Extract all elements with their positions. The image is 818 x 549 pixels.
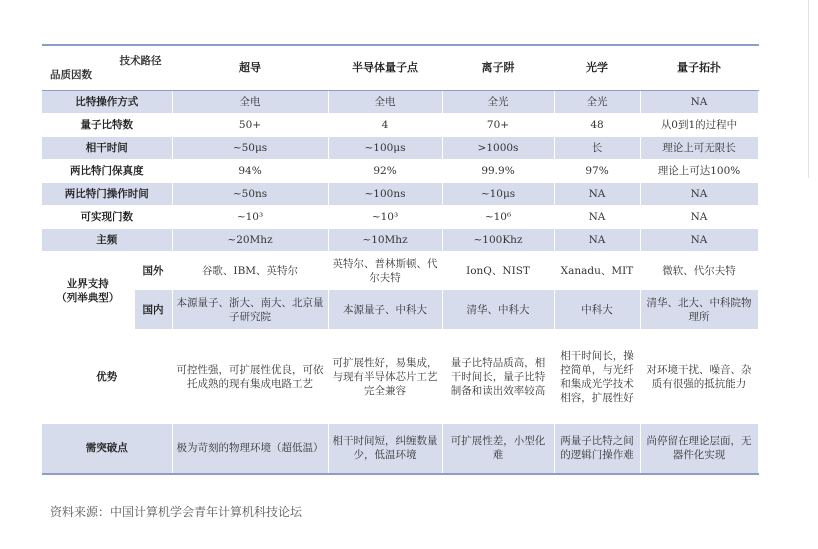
table-cell: 英特尔、普林斯顿、代尔夫特 bbox=[328, 252, 442, 290]
table-cell: 两量子比特之间的逻辑门操作难 bbox=[554, 424, 640, 474]
table-cell: 对环境干扰、噪音、杂质有很强的抵抗能力 bbox=[640, 330, 758, 424]
table-cell: ~100Khz bbox=[442, 229, 554, 252]
table-cell: ~10⁶ bbox=[442, 206, 554, 229]
table-cell: NA bbox=[554, 206, 640, 229]
table-cell: ~20Mhz bbox=[172, 229, 328, 252]
table-cell: 极为苛刻的物理环境（超低温） bbox=[172, 424, 328, 474]
column-header: 光学 bbox=[554, 45, 640, 91]
column-header: 半导体量子点 bbox=[328, 45, 442, 91]
scrollbar-track[interactable] bbox=[808, 0, 809, 178]
corner-cell bbox=[42, 45, 172, 91]
table-cell: NA bbox=[554, 183, 640, 206]
table-row bbox=[42, 137, 758, 160]
table-cell: 中科大 bbox=[554, 290, 640, 330]
table-cell: NA bbox=[554, 229, 640, 252]
table-cell: ~10μs bbox=[442, 183, 554, 206]
table-cell: 可扩展性差，小型化难 bbox=[442, 424, 554, 474]
table-cell: 相干时间长，操控简单，与光纤和集成光学技术相容，扩展性好 bbox=[554, 330, 640, 424]
table-cell: IonQ、NIST bbox=[442, 252, 554, 290]
row-label: 优势 bbox=[42, 330, 172, 424]
table-cell: >1000s bbox=[442, 137, 554, 160]
domestic-label: 国内 bbox=[134, 290, 172, 330]
table-cell: 70+ bbox=[442, 114, 554, 137]
table-cell: 微软、代尔夫特 bbox=[640, 252, 758, 290]
table-cell: NA bbox=[640, 229, 758, 252]
row-label: 量子比特数 bbox=[42, 114, 172, 137]
table-cell: 48 bbox=[554, 114, 640, 137]
quantum-tech-comparison-table bbox=[42, 44, 759, 475]
table-cell: 94% bbox=[172, 160, 328, 183]
table-cell: 本源量子、中科大 bbox=[328, 290, 442, 330]
row-label: 相干时间 bbox=[42, 137, 172, 160]
source-caption: 资料来源：中国计算机学会青年计算机科技论坛 bbox=[50, 505, 303, 519]
table-cell: 99.9% bbox=[442, 160, 554, 183]
table-cell: 4 bbox=[328, 114, 442, 137]
column-header: 量子拓扑 bbox=[640, 45, 758, 91]
foreign-label: 国外 bbox=[134, 252, 172, 290]
table-cell: 清华、中科大 bbox=[442, 290, 554, 330]
row-label: 两比特门保真度 bbox=[42, 160, 172, 183]
table-cell: 尚停留在理论层面，无器件化实现 bbox=[640, 424, 758, 474]
corner-top-label: 技术路径 bbox=[119, 55, 162, 67]
table-cell: NA bbox=[640, 206, 758, 229]
table-cell: 可扩展性好，易集成，与现有半导体芯片工艺完全兼容 bbox=[328, 330, 442, 424]
table-cell: 长 bbox=[554, 137, 640, 160]
column-header: 超导 bbox=[172, 45, 328, 91]
table-cell: ~50μs bbox=[172, 137, 328, 160]
table-row bbox=[42, 206, 758, 229]
table-cell: ~100ns bbox=[328, 183, 442, 206]
table-cell: ~100μs bbox=[328, 137, 442, 160]
table-cell: 97% bbox=[554, 160, 640, 183]
table-row bbox=[42, 160, 758, 183]
table-cell: 50+ bbox=[172, 114, 328, 137]
corner-bottom-label: 品质因数 bbox=[50, 69, 92, 81]
table-row bbox=[42, 91, 758, 114]
table-cell: 本源量子、浙大、南大、北京量子研究院 bbox=[172, 290, 328, 330]
table-cell: 相干时间短，纠缠数量少，低温环境 bbox=[328, 424, 442, 474]
row-label: 主频 bbox=[42, 229, 172, 252]
row-label: 需突破点 bbox=[42, 424, 172, 474]
column-header: 离子阱 bbox=[442, 45, 554, 91]
breakthrough-row bbox=[42, 424, 758, 474]
industry-label-line2: （列举典型） bbox=[56, 291, 120, 304]
industry-label-line1: 业界支持 bbox=[66, 277, 109, 290]
table-cell: 理论上可无限长 bbox=[640, 137, 758, 160]
row-label: 两比特门操作时间 bbox=[42, 183, 172, 206]
table-cell: 谷歌、IBM、英特尔 bbox=[172, 252, 328, 290]
table-cell: 清华、北大、中科院物理所 bbox=[640, 290, 758, 330]
table-cell: 从0到1的过程中 bbox=[640, 114, 758, 137]
advantage-row bbox=[42, 330, 758, 424]
table-cell: 全光 bbox=[554, 91, 640, 114]
table-row bbox=[42, 183, 758, 206]
table-cell: ~50ns bbox=[172, 183, 328, 206]
table-cell: NA bbox=[640, 91, 758, 114]
table-cell: 可控性强，可扩展性优良，可依托成熟的现有集成电路工艺 bbox=[172, 330, 328, 424]
table-cell: NA bbox=[640, 183, 758, 206]
header-row bbox=[42, 45, 758, 91]
comparison-table-container bbox=[42, 44, 758, 475]
table-row bbox=[42, 229, 758, 252]
table-cell: 全电 bbox=[328, 91, 442, 114]
table-cell: ~10³ bbox=[328, 206, 442, 229]
table-cell: ~10Mhz bbox=[328, 229, 442, 252]
industry-label-cell bbox=[42, 252, 134, 330]
industry-domestic-row bbox=[42, 290, 758, 330]
table-row bbox=[42, 114, 758, 137]
table-cell: Xanadu、MIT bbox=[554, 252, 640, 290]
table-cell: 92% bbox=[328, 160, 442, 183]
table-cell: 全光 bbox=[442, 91, 554, 114]
table-cell: 量子比特品质高，相干时间长，量子比特制备和读出效率较高 bbox=[442, 330, 554, 424]
table-cell: ~10³ bbox=[172, 206, 328, 229]
table-cell: 理论上可达100% bbox=[640, 160, 758, 183]
industry-foreign-row bbox=[42, 252, 758, 290]
table-cell: 全电 bbox=[172, 91, 328, 114]
row-label: 可实现门数 bbox=[42, 206, 172, 229]
row-label: 比特操作方式 bbox=[42, 91, 172, 114]
